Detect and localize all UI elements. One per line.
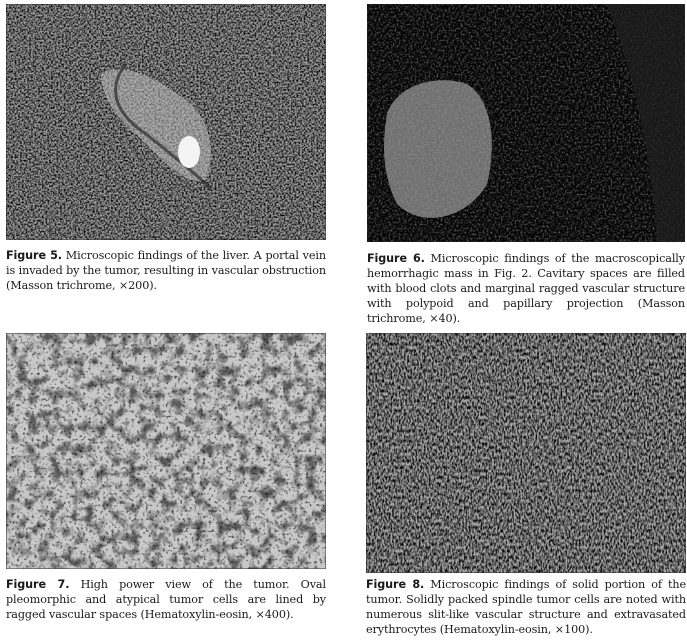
figure-caption-text: Microscopic findings of the macroscopically hemorrhagic mass in Fig. 2. Cavitary spaces are filled with blood clots and marginal ragged vascular structure with polypoid and papillary projection (Masson trichrome, ×40). (367, 252, 686, 325)
figure-caption-text: High power view of the tumor. Oval pleomorphic and atypical tumor cells are lined by ragged vascular spaces (Hematoxylin-eosin, ×400). (6, 578, 326, 621)
figure-5-caption (6, 248, 326, 293)
figure-6-caption (367, 251, 685, 326)
figure-caption-text: Microscopic findings of the liver. A portal vein is invaded by the tumor, resulting in vascular obstruction (Masson trichrome, ×200). (6, 249, 326, 292)
figure-label: Figure 7. (6, 578, 70, 591)
figure-label: Figure 5. (6, 249, 62, 262)
figure-8-micrograph (366, 333, 686, 573)
figure-label: Figure 6. (367, 252, 425, 265)
figure-5-micrograph (6, 4, 326, 240)
figure-6-micrograph (367, 4, 685, 242)
figure-7-caption (6, 577, 326, 622)
figure-8-caption (366, 577, 686, 637)
figure-caption-text: Microscopic findings of solid portion of the tumor. Solidly packed spindle tumor cells are noted with numerous slit-like vascular structure and extravasated erythrocytes (Hematoxylin-eosin, ×100). (366, 578, 686, 636)
figure-7-micrograph (6, 333, 326, 569)
figure-label: Figure 8. (366, 578, 425, 591)
